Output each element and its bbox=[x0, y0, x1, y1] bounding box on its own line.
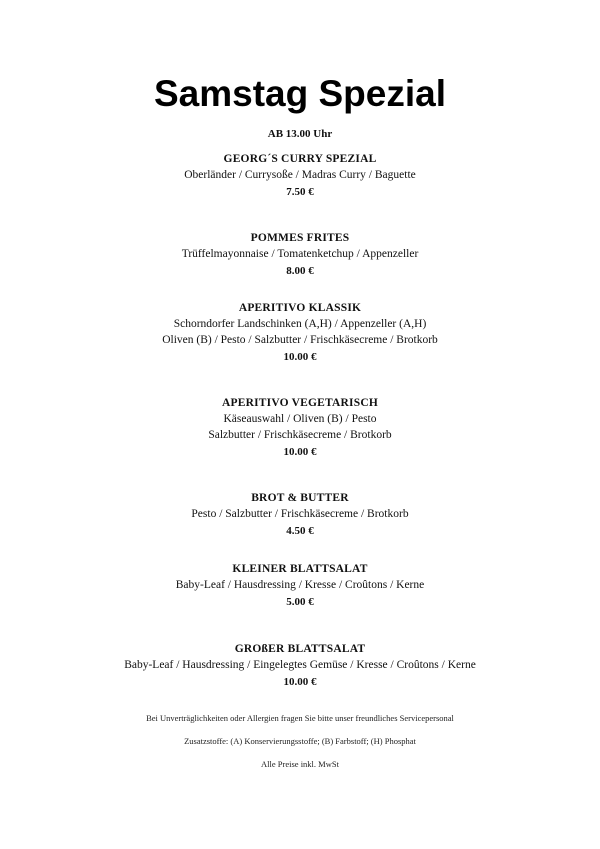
menu-item bbox=[0, 490, 600, 539]
item-description: Trüffelmayonnaise / Tomatenketchup / Appenzeller bbox=[181, 248, 419, 260]
menu-title: Samstag Spezial bbox=[153, 73, 446, 114]
item-name: BROT & BUTTER bbox=[251, 492, 349, 504]
item-price: 7.50 € bbox=[286, 186, 314, 198]
item-description: Oliven (B) / Pesto / Salzbutter / Frischkäsecreme / Brotkorb bbox=[162, 334, 438, 346]
menu-item bbox=[0, 230, 600, 279]
item-name: APERITIVO KLASSIK bbox=[238, 302, 362, 314]
item-name: APERITIVO VEGETARISCH bbox=[222, 397, 378, 409]
menu-item bbox=[0, 300, 600, 365]
item-description: Baby-Leaf / Hausdressing / Kresse / Croûtons / Kerne bbox=[175, 579, 425, 591]
price-note: Alle Preise inkl. MwSt bbox=[261, 759, 339, 769]
item-description: Oberländer / Currysoße / Madras Curry / Baguette bbox=[184, 169, 416, 181]
item-description: Baby-Leaf / Hausdressing / Eingelegtes Gemüse / Kresse / Croûtons / Kerne bbox=[124, 659, 476, 671]
item-description: Pesto / Salzbutter / Frischkäsecreme / Brotkorb bbox=[191, 508, 409, 520]
item-price: 10.00 € bbox=[283, 351, 317, 363]
item-name: KLEINER BLATTSALAT bbox=[232, 563, 368, 575]
menu-subtitle: AB 13.00 Uhr bbox=[267, 128, 333, 140]
additives-note: Zusatzstoffe: (A) Konservierungsstoffe; (B) Farbstoff; (H) Phosphat bbox=[184, 736, 416, 746]
item-name: GROßER BLATTSALAT bbox=[234, 643, 366, 655]
item-description: Schorndorfer Landschinken (A,H) / Appenzeller (A,H) bbox=[173, 318, 427, 330]
menu-item bbox=[0, 151, 600, 200]
item-price: 10.00 € bbox=[283, 446, 317, 458]
item-name: POMMES FRITES bbox=[250, 232, 350, 244]
allergy-note: Bei Unverträglichkeiten oder Allergien fragen Sie bitte unser freundliches Servicepersonal bbox=[146, 713, 454, 723]
menu-item bbox=[0, 561, 600, 610]
item-description: Käseauswahl / Oliven (B) / Pesto bbox=[223, 413, 377, 425]
menu-item bbox=[0, 395, 600, 460]
item-price: 4.50 € bbox=[286, 525, 314, 537]
item-name: GEORG´S CURRY SPEZIAL bbox=[223, 153, 377, 165]
item-price: 8.00 € bbox=[286, 265, 314, 277]
item-description: Salzbutter / Frischkäsecreme / Brotkorb bbox=[208, 429, 392, 441]
item-price: 10.00 € bbox=[283, 676, 317, 688]
item-price: 5.00 € bbox=[286, 596, 314, 608]
menu-item bbox=[0, 641, 600, 690]
